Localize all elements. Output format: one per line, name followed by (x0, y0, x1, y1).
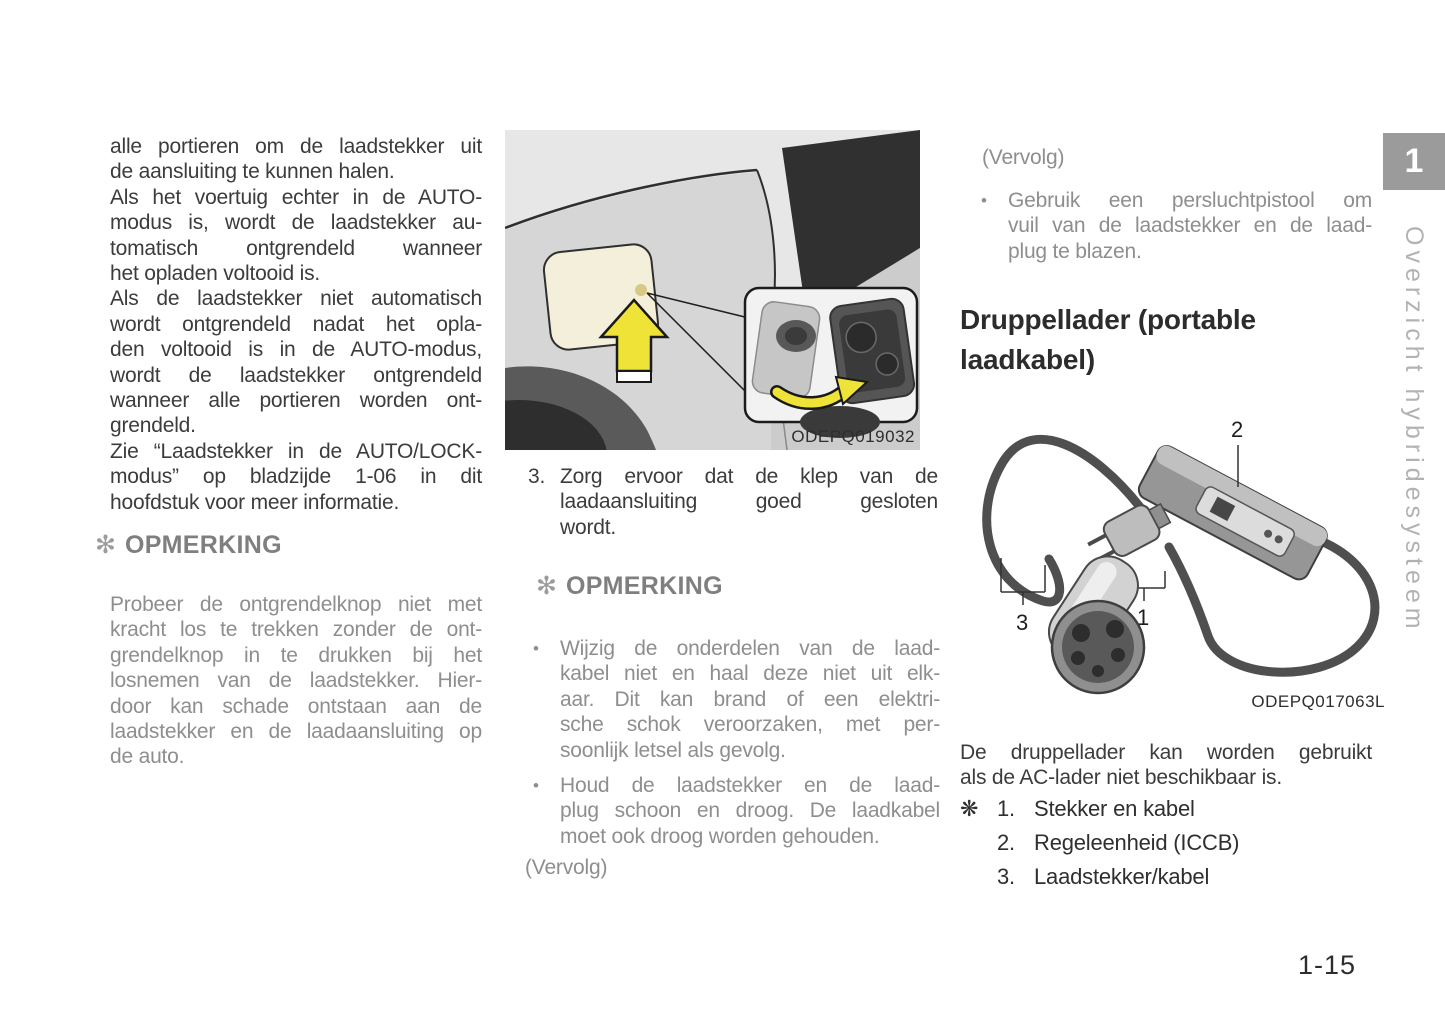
paragraph: Als het voertuig echter in de AUTO- modus is, wordt de laadstekker au- tomatisch ontgrendeld wanneer het opladen voltooid is. (110, 185, 482, 286)
figure-label-plug: 1 (1137, 605, 1150, 630)
bullet-text: Wijzig de onderdelen van de laad- kabel niet en haal deze niet uit elk- aar. Dit kan brand of een elektri- sche schok veroorzaken, met per- soonlijk letsel als gevolg. (560, 637, 940, 762)
figure-label-connector: 3 (1016, 610, 1029, 635)
note-title: OPMERKING (565, 572, 723, 600)
legend-number: 1. (997, 796, 1015, 821)
step-number: 3. (528, 465, 546, 488)
note-body: Probeer de ontgrendelknop niet met kracht los te trekken zonder de ont- grendelknop in te drukken bij het losnemen van de laadstekker. Hier- door kan schade ontstaan aan de laadstekker en de laadaansluiting op de auto. (110, 593, 482, 769)
vertical-chapter-title: Overzicht hybridesysteem (1400, 226, 1428, 634)
legend-marker-spacer (960, 860, 997, 894)
figure-portable-charger (965, 395, 1390, 715)
legend-row (960, 826, 1372, 860)
legend-row (960, 860, 1372, 894)
section-heading-line: laadkabel) (960, 344, 1095, 375)
door-hinge-center (785, 327, 807, 345)
legend-label: Laadstekker/kabel (1034, 864, 1210, 889)
section-heading-line: Druppellader (portable (960, 304, 1256, 335)
paragraph: De druppellader kan worden gebruikt als de AC-lader niet beschikbaar is. (960, 741, 1372, 790)
paragraph: Zie “Laadstekker in de AUTO/LOCK- modus” op bladzijde 1-06 in dit hoofdstuk voor meer informatie. (110, 439, 482, 514)
note-asterisk-icon: ✻ (95, 531, 116, 559)
bullet-icon: • (533, 639, 539, 658)
chapter-tab (1383, 133, 1445, 190)
page-number: 1-15 (1298, 950, 1357, 980)
figure-caption: ODEPQ017063L (1251, 692, 1385, 711)
figure-charge-door-photo (505, 130, 920, 450)
legend-label: Stekker en kabel (1034, 796, 1195, 821)
note-bullet-item (530, 773, 940, 849)
note-header (536, 572, 723, 601)
bullet-icon: • (533, 776, 539, 795)
paragraph: Als de laadstekker niet automatisch wordt ontgrendeld nadat het opla- den voltooid is in de AUTO-modus, wordt de laadstekker ontgrendeld wanneer alle portieren worden ont- grendeld. (110, 287, 482, 438)
paragraph: alle portieren om de laadstekker uit de aansluiting te kunnen halen. (110, 135, 482, 184)
legend-marker-spacer (960, 826, 997, 860)
figure-label-iccb: 2 (1231, 417, 1244, 442)
left-column (110, 134, 482, 515)
note-asterisk-icon: ✻ (536, 572, 557, 600)
chapter-number: 1 (1404, 142, 1424, 180)
note-bullet-item (530, 636, 940, 763)
continued-label: (Vervolg) (982, 146, 1065, 169)
bullet-icon: • (981, 191, 987, 210)
continued-label: (Vervolg) (525, 856, 608, 879)
section-heading (960, 300, 1372, 380)
inset-detail (745, 288, 917, 438)
door-button (635, 284, 647, 296)
step-text: Zorg ervoor dat de klep van de laadaansluiting goed gesloten wordt. (560, 465, 938, 539)
legend-label: Regeleenheid (ICCB) (1034, 830, 1240, 855)
legend-number: 3. (997, 864, 1015, 889)
note-bullet-item (978, 188, 1372, 264)
legend-row (960, 792, 1372, 826)
bullet-text: Gebruik een persluchtpistool om vuil van de laadstekker en de laad- plug te blazen. (1008, 189, 1372, 263)
note-header (95, 531, 282, 560)
figure-caption: ODEPQ019032 (791, 427, 915, 446)
note-title: OPMERKING (124, 531, 282, 559)
legend-list (960, 792, 1372, 894)
bullet-text: Houd de laadstekker en de laad- plug schoon en droog. De laadkabel moet ook droog worden gehouden. (560, 774, 940, 848)
legend-number: 2. (997, 830, 1015, 855)
press-arrow-band (617, 371, 651, 382)
step-item (528, 464, 938, 540)
asterisk-icon: ❋ (960, 796, 979, 821)
